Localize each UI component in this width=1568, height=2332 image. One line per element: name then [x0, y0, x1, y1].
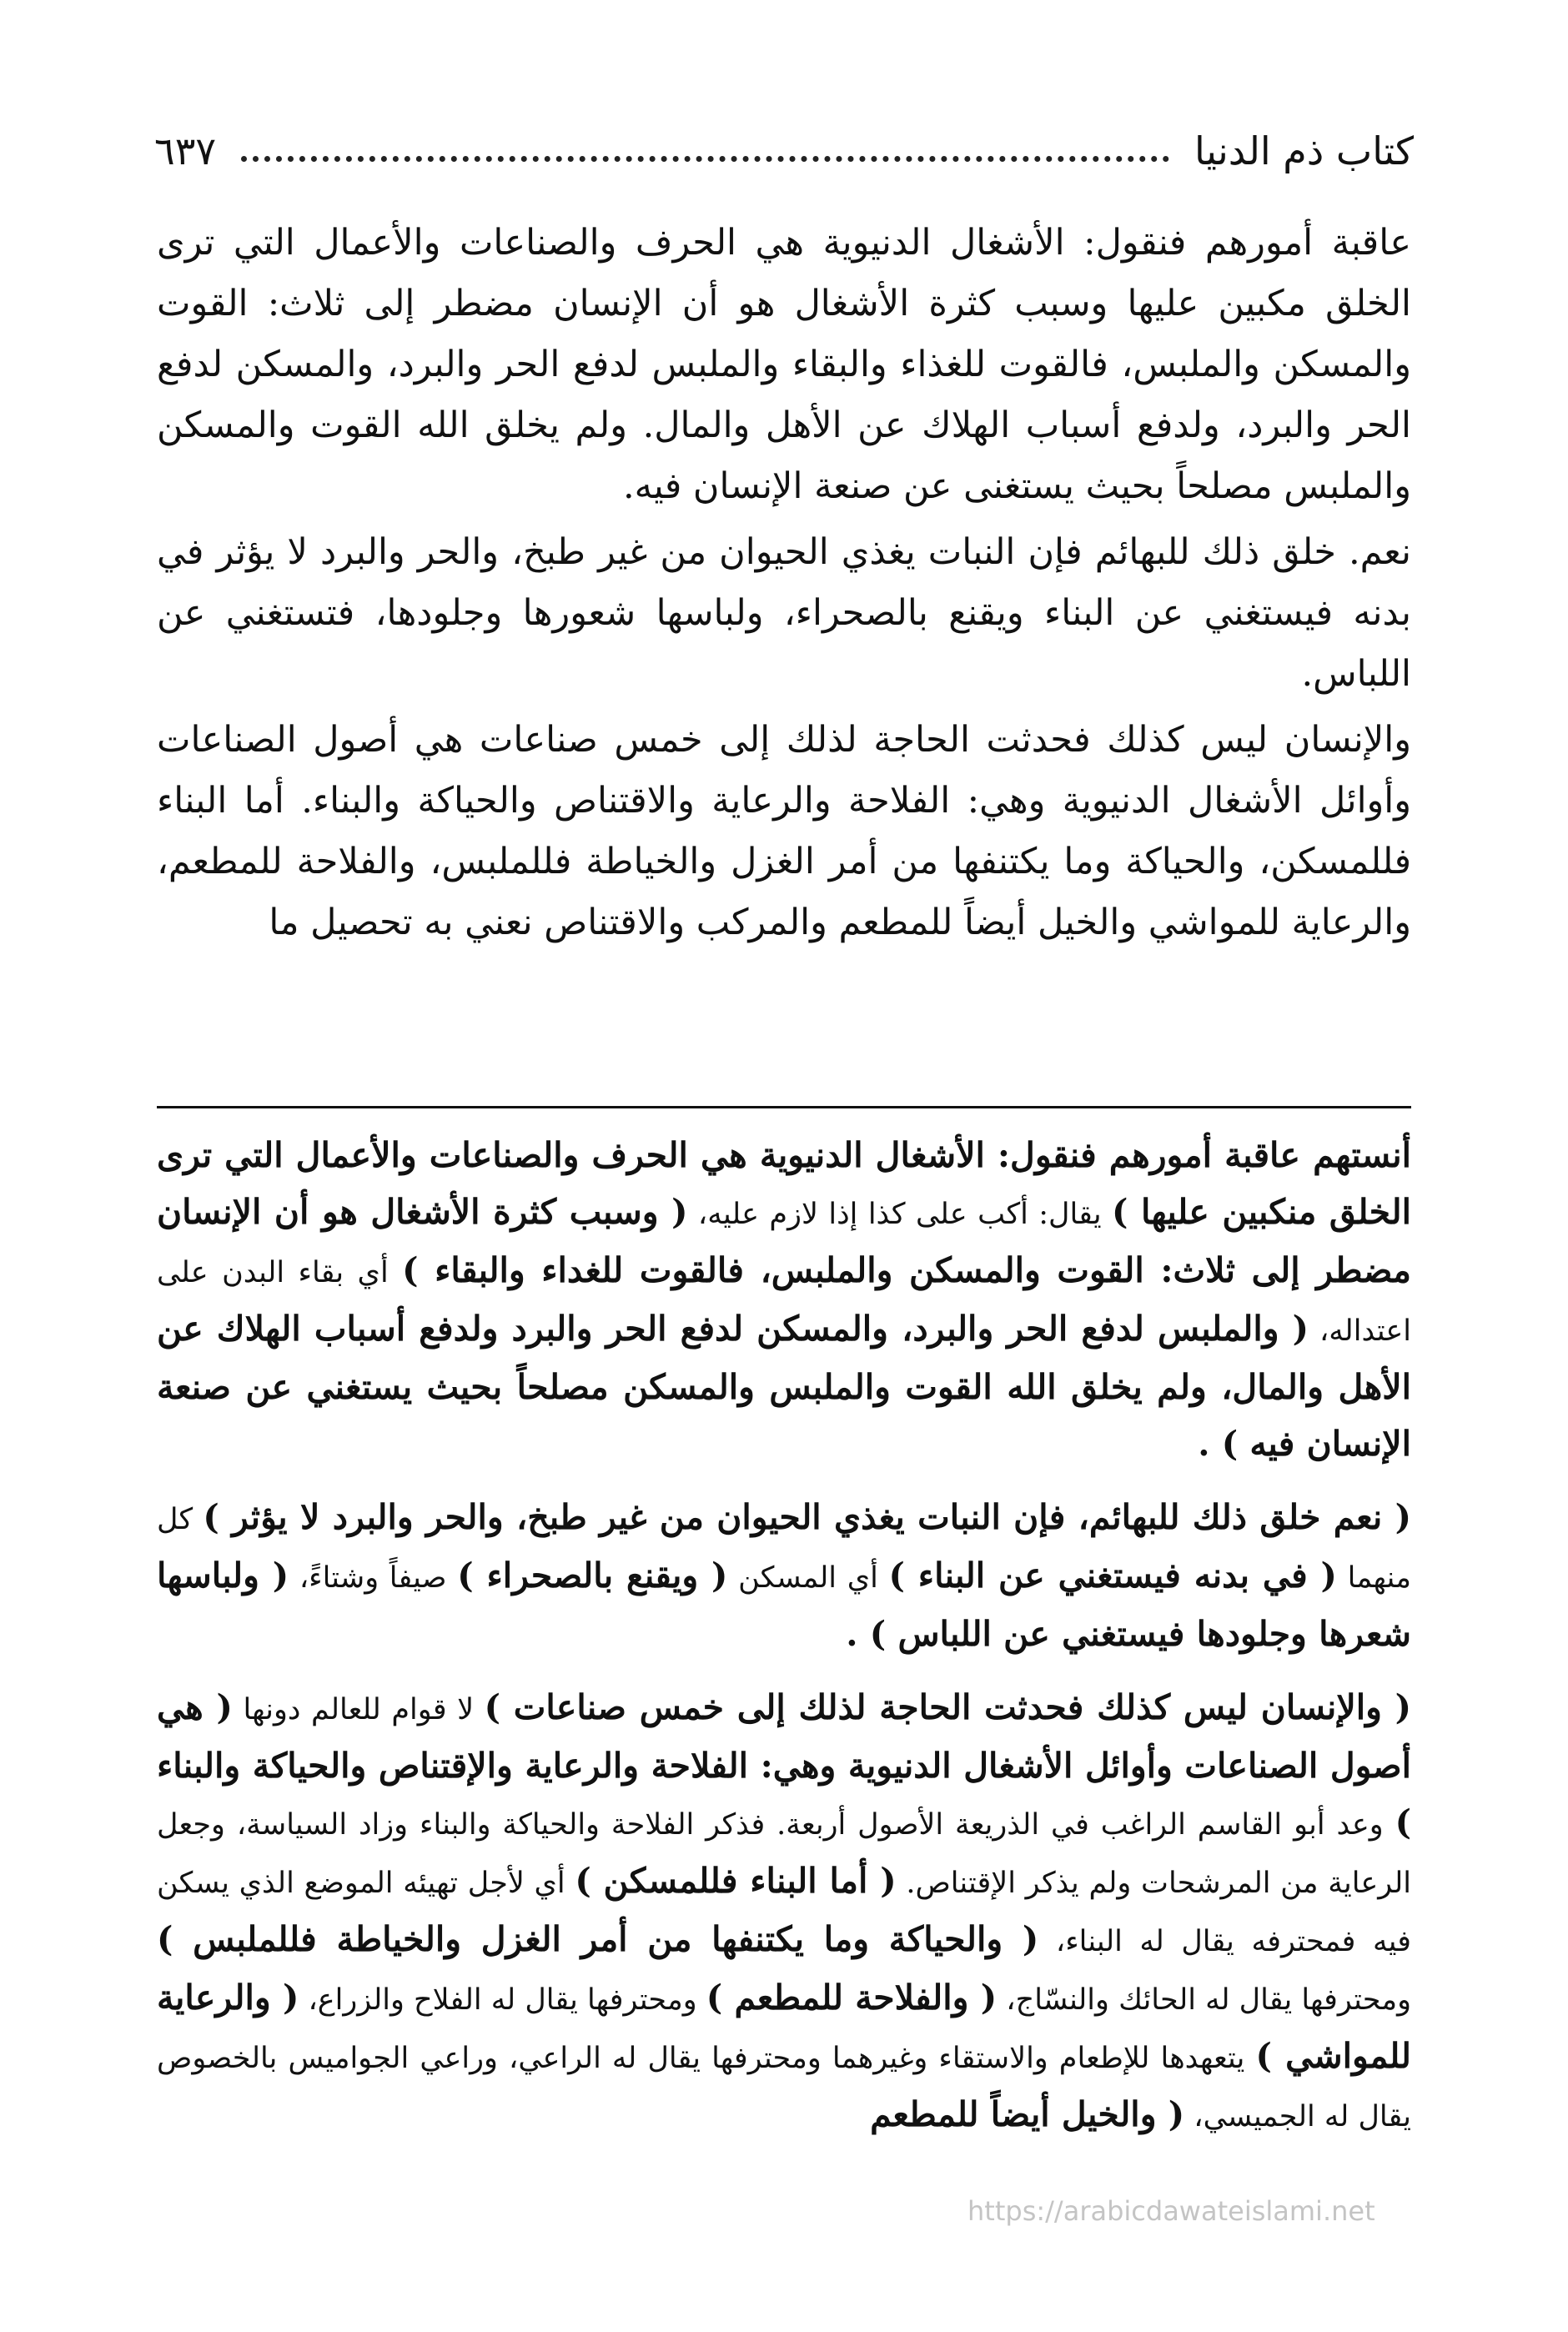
quoted-text: ( أما البناء فللمسكن )	[575, 1861, 897, 1901]
quoted-text: ( والرعاية للمواشي )	[157, 1978, 1411, 2076]
quoted-text: ( والخيل أيضاً للمطعم	[870, 2094, 1185, 2134]
separator-rule	[157, 1106, 1411, 1108]
commentary-paragraph-1	[157, 1128, 1411, 1473]
quoted-text: ( وسبب كثرة الأشغال هو أن الإنسان مضطر إلى ثلاث: القوت والمسكن والملبس، فالقوت للغداء والبقاء )	[157, 1192, 1412, 1290]
explanation-text: ومحترفها يقال له الحائك والنسّاج،	[997, 1983, 1411, 2017]
main-text	[157, 213, 1411, 958]
explanation-text: صيفاً وشتاءً،	[289, 1561, 458, 1595]
quoted-text: ( ولباسها شعرها وجلودها فيستغني عن اللباس ) .	[157, 1556, 1411, 1654]
main-paragraph-3: والإنسان ليس كذلك فحدثت الحاجة لذلك إلى خمس صناعات هي أصول الصناعات وأوائل الأشغال الدنيوية وهي: الفلاحة والرعاية والاقتناص والحياكة والبناء. أما البناء فللمسكن، والحياكة وما يكتنفها من أمر الغزل والخياطة فللملبس، والفلاحة للمطعم، والرعاية للمواشي والخيل أيضاً للمطعم والمركب والاقتناص نعني به تحصيل ما	[157, 719, 1411, 943]
quoted-text: ( هي أصول الصناعات وأوائل الأشغال الدنيوية وهي: الفلاحة والرعاية والإقتناص والحياكة والبناء )	[157, 1687, 1411, 1842]
main-paragraph-1: عاقبة أمورهم فنقول: الأشغال الدنيوية هي الحرف والصناعات والأعمال التي ترى الخلق مكبين عليها وسبب كثرة الأشغال هو أن الإنسان مضطر إلى ثلاث: القوت والمسكن والملبس، فالقوت للغذاء والبقاء والملبس لدفع الحر والبرد، والمسكن لدفع الحر والبرد، ولدفع أسباب الهلاك عن الأهل والمال. ولم يخلق الله القوت والمسكن والملبس مصلحاً بحيث يستغنى عن صنعة الإنسان فيه.	[157, 222, 1411, 507]
quoted-text: ( والحياكة وما يكتنفها من أمر الغزل والخياطة فللملبس )	[157, 1919, 1039, 1959]
commentary-paragraph-3	[157, 1680, 1411, 2145]
running-header	[154, 123, 1414, 173]
explanation-text: ومحترفها يقال له الفلاح والزراع،	[299, 1983, 706, 2017]
explanation-text: كل منهما	[157, 1503, 1411, 1595]
explanation-text: أي لأجل تهيئه الموضع الذي يسكن فيه فمحترفه يقال له البناء،	[157, 1867, 1412, 1958]
page-number: ٦٣٧	[154, 128, 217, 173]
quoted-text: ( نعم خلق ذلك للبهائم، فإن النبات يغذي الحيوان من غير طبخ، والحر والبرد لا يؤثر )	[203, 1497, 1411, 1537]
explanation-text: يتعهدها للإطعام والاستقاء وغيرهما ومحترفها يقال له الراعي، وراعي الجواميس بالخصوص يقال له الجميسي،	[157, 2042, 1411, 2133]
quoted-text: ( والملبس لدفع الحر والبرد، والمسكن لدفع الحر والبرد ولدفع أسباب الهلاك عن الأهل والمال، ولم يخلق الله القوت والملبس والمسكن مصلحاً بحيث يستغني عن صنعة الإنسان فيه ) .	[157, 1309, 1411, 1464]
explanation-text: أي بقاء البدن على اعتداله،	[157, 1256, 1411, 1348]
explanation-text: وعد أبو القاسم الراغب في الذريعة الأصول أربعة. فذكر الفلاحة والحياكة والبناء وزاد السياسة، وجعل الرعاية من المرشحات ولم يذكر الإقتناص.	[157, 1808, 1412, 1900]
running-title: كتاب ذم الدنيا	[1194, 128, 1414, 173]
watermark-url: https://arabicdawateislami.net	[967, 2195, 1375, 2227]
dotted-leader	[241, 156, 1169, 162]
commentary-paragraph-2	[157, 1490, 1411, 1663]
quoted-text: ( ويقنع بالصحراء )	[457, 1556, 728, 1596]
commentary-text	[157, 1128, 1411, 2162]
quoted-text: ( والإنسان ليس كذلك فحدثت الحاجة لذلك إلى خمس صناعات )	[484, 1687, 1412, 1727]
quoted-text: ( والفلاحة للمطعم )	[706, 1978, 998, 2018]
explanation-text: لا قوام للعالم دونها	[232, 1693, 485, 1726]
explanation-text: أي المسكن	[727, 1561, 889, 1595]
quoted-text: أنستهم عاقبة أمورهم فنقول: الأشغال الدنيوية هي الحرف والصناعات والأعمال التي ترى الخلق منكبين عليها )	[157, 1135, 1411, 1232]
main-paragraph-2: نعم. خلق ذلك للبهائم فإن النبات يغذي الحيوان من غير طبخ، والحر والبرد لا يؤثر في بدنه فيستغني عن البناء ويقنع بالصحراء، ولباسها شعورها وجلودها، فتستغني عن اللباس.	[157, 531, 1412, 695]
explanation-text: يقال: أكب على كذا إذا لازم عليه،	[687, 1198, 1113, 1231]
quoted-text: ( في بدنه فيستغني عن البناء )	[888, 1556, 1337, 1596]
